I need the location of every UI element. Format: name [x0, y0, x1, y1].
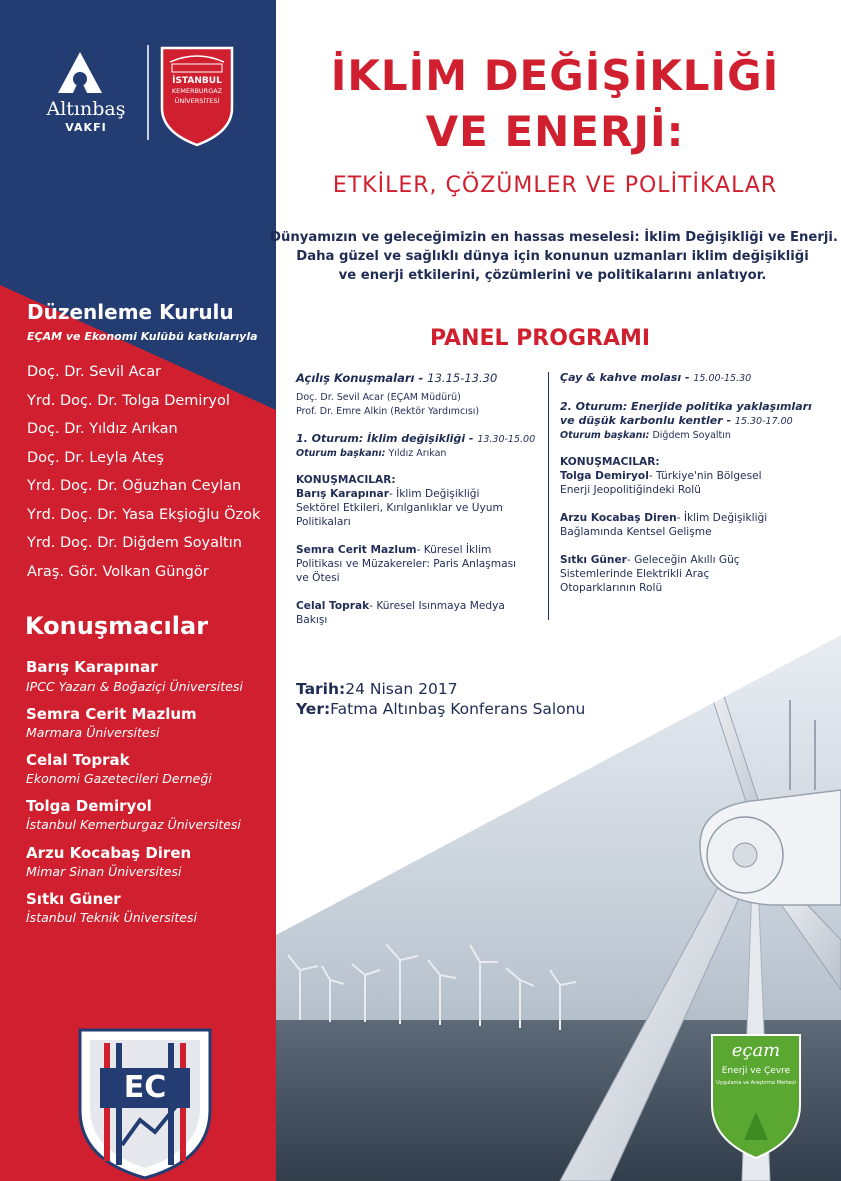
- session1-time: 13.30-15.00: [477, 434, 536, 445]
- committee-heading: Düzenleme Kurulu: [27, 300, 234, 324]
- talk-title: - Küresel Isınmaya Medya: [369, 600, 505, 612]
- committee-member: Araş. Gör. Volkan Güngör: [27, 564, 209, 580]
- title-line1: İKLİM DEĞİŞİKLİĞİ: [330, 51, 780, 100]
- session2-talk: [560, 469, 830, 483]
- speaker-name: Celal Toprak: [26, 751, 130, 769]
- talk-speaker: Barış Karapınar: [296, 488, 389, 500]
- talk-title-line: ve Ötesi: [296, 572, 340, 584]
- talk-title: - Türkiye'nin Bölgesel: [648, 470, 762, 482]
- committee-member: Yrd. Doç. Dr. Oğuzhan Ceylan: [27, 478, 242, 494]
- talk-title-line: Bağlamında Kentsel Gelişme: [560, 526, 712, 538]
- session2-title-line2: [560, 414, 830, 429]
- talk-title-line: Politikaları: [296, 516, 351, 528]
- talk-speaker: Arzu Kocabaş Diren: [560, 512, 677, 524]
- altinbas-logo-sub: VAKFI: [65, 121, 107, 134]
- committee-member: Yrd. Doç. Dr. Tolga Demiryol: [27, 393, 230, 409]
- session2-title: 2. Oturum: Enerjide politika yaklaşımları: [560, 400, 812, 413]
- talk-speaker: Tolga Demiryol: [560, 470, 649, 482]
- title-line2: VE ENERJİ:: [425, 107, 685, 156]
- session2-talk: [560, 553, 830, 567]
- committee-member: Yrd. Doç. Dr. Yasa Ekşioğlu Özok: [27, 507, 261, 523]
- altinbas-logo-name: Altınbaş: [46, 98, 126, 120]
- session1-talk: [296, 543, 541, 557]
- date-label: Tarih:: [296, 680, 346, 698]
- talk-title-line: Bakışı: [296, 614, 328, 626]
- ecam-logo-line1: Enerji ve Çevre: [721, 1066, 791, 1076]
- intro-line: Dünyamızın ve geleceğimizin en hassas meselesi: İklim Değişikliği ve Enerji.: [270, 230, 838, 245]
- kemerburgaz-logo-text: [162, 76, 232, 106]
- break-time: 15.00-15.30: [693, 373, 752, 384]
- opening-speaker: Prof. Dr. Emre Alkin (Rektör Yardımcısı): [296, 406, 480, 417]
- committee-member: Doç. Dr. Yıldız Arıkan: [27, 421, 178, 437]
- session2-title-part: ve düşük karbonlu kentler -: [560, 414, 735, 427]
- opening-heading: [296, 371, 541, 385]
- talk-title-line: Sistemlerinde Elektrikli Araç: [560, 568, 710, 580]
- talk-title: - İklim Değişikliği: [676, 512, 768, 524]
- session1-chair-name: Yıldız Arıkan: [385, 448, 447, 459]
- venue-value: Fatma Altınbaş Konferans Salonu: [330, 700, 586, 718]
- event-date: [296, 680, 458, 698]
- intro-line: Daha güzel ve sağlıklı dünya için konunun uzmanları iklim değişikliği: [296, 249, 809, 264]
- kemerburgaz-line1: İSTANBUL: [172, 76, 222, 86]
- committee-subheading: EÇAM ve Ekonomi Kulübü katkılarıyla: [27, 330, 258, 343]
- break-title: Çay & kahve molası -: [560, 371, 694, 384]
- committee-member: Doç. Dr. Leyla Ateş: [27, 450, 164, 466]
- speaker-affiliation: Marmara Üniversitesi: [26, 725, 160, 740]
- talk-speaker: Celal Toprak: [296, 600, 370, 612]
- committee-member: Yrd. Doç. Dr. Diğdem Soyaltın: [27, 535, 242, 551]
- speaker-name: Tolga Demiryol: [26, 797, 152, 815]
- talk-speaker: Sıtkı Güner: [560, 554, 627, 566]
- opening-title: Açılış Konuşmaları -: [296, 371, 428, 385]
- speaker-name: Sıtkı Güner: [26, 890, 121, 908]
- session1-heading: [296, 432, 541, 447]
- session1-speakers-label: KONUŞMACILAR:: [296, 474, 396, 486]
- panel-heading: PANEL PROGRAMI: [429, 326, 651, 351]
- kemerburgaz-line2: KEMERBURGAZ: [171, 87, 223, 95]
- speaker-name: Arzu Kocabaş Diren: [26, 844, 192, 862]
- session2-speakers-label: KONUŞMACILAR:: [560, 456, 660, 468]
- session2-talk: [560, 511, 830, 525]
- speaker-name: Barış Karapınar: [26, 658, 158, 676]
- ecam-logo-line2: Uygulama ve Araştırma Merkezi: [716, 1080, 796, 1086]
- session1-talk: [296, 599, 541, 613]
- session2-chair-name: Diğdem Soyaltın: [649, 430, 731, 441]
- opening-time: 13.15-13.30: [427, 371, 498, 385]
- session1-chair-label: Oturum başkanı:: [296, 448, 386, 459]
- date-value: 24 Nisan 2017: [345, 680, 458, 698]
- session2-time: 15.30-17.00: [734, 416, 793, 427]
- committee-member: Doç. Dr. Sevil Acar: [27, 364, 162, 380]
- session2-chair-label: Oturum başkanı:: [560, 430, 650, 441]
- session1-title: 1. Oturum: İklim değişikliği -: [296, 432, 478, 445]
- talk-title-line: Otoparklarının Rolü: [560, 582, 663, 594]
- intro-text: [270, 228, 838, 285]
- talk-title: - Geleceğin Akıllı Güç: [626, 554, 740, 566]
- break-heading: [560, 371, 830, 386]
- speakers-heading: Konuşmacılar: [25, 612, 209, 640]
- opening-speaker: Doç. Dr. Sevil Acar (EÇAM Müdürü): [296, 392, 461, 403]
- program-left-column: [296, 371, 541, 627]
- speaker-affiliation: Ekonomi Gazetecileri Derneği: [26, 771, 212, 786]
- ec-logo-letters: EC: [123, 1070, 167, 1105]
- talk-title: - Küresel İklim: [416, 544, 492, 556]
- talk-title: - İklim Değişikliği: [388, 488, 480, 500]
- session2-chair: [560, 429, 830, 443]
- program-column-divider: [548, 372, 549, 620]
- talk-speaker: Semra Cerit Mazlum: [296, 544, 417, 556]
- speaker-affiliation: IPCC Yazarı & Boğaziçi Üniversitesi: [26, 679, 243, 694]
- talk-title-line: Enerji Jeopolitiğindeki Rolü: [560, 484, 701, 496]
- speaker-name: Semra Cerit Mazlum: [26, 705, 197, 723]
- event-venue: [296, 700, 585, 718]
- speaker-affiliation: Mimar Sinan Üniversitesi: [26, 864, 182, 879]
- ecam-logo-name: eçam: [731, 1040, 781, 1061]
- program-right-column: [560, 371, 830, 595]
- kemerburgaz-line3: ÜNİVERSİTESİ: [174, 97, 220, 105]
- intro-line: ve enerji etkilerini, çözümlerini ve politikalarını anlatıyor.: [338, 268, 767, 283]
- session1-chair: [296, 447, 541, 461]
- subtitle: ETKİLER, ÇÖZÜMLER VE POLİTİKALAR: [332, 173, 778, 198]
- venue-label: Yer:: [296, 700, 331, 718]
- speaker-affiliation: İstanbul Kemerburgaz Üniversitesi: [26, 817, 241, 832]
- session1-talk: [296, 487, 541, 501]
- speaker-affiliation: İstanbul Teknik Üniversitesi: [26, 910, 197, 925]
- talk-title-line: Sektörel Etkileri, Kırılganlıklar ve Uyum: [296, 502, 503, 514]
- talk-title-line: Politikası ve Müzakereler: Paris Anlaşması: [296, 558, 517, 570]
